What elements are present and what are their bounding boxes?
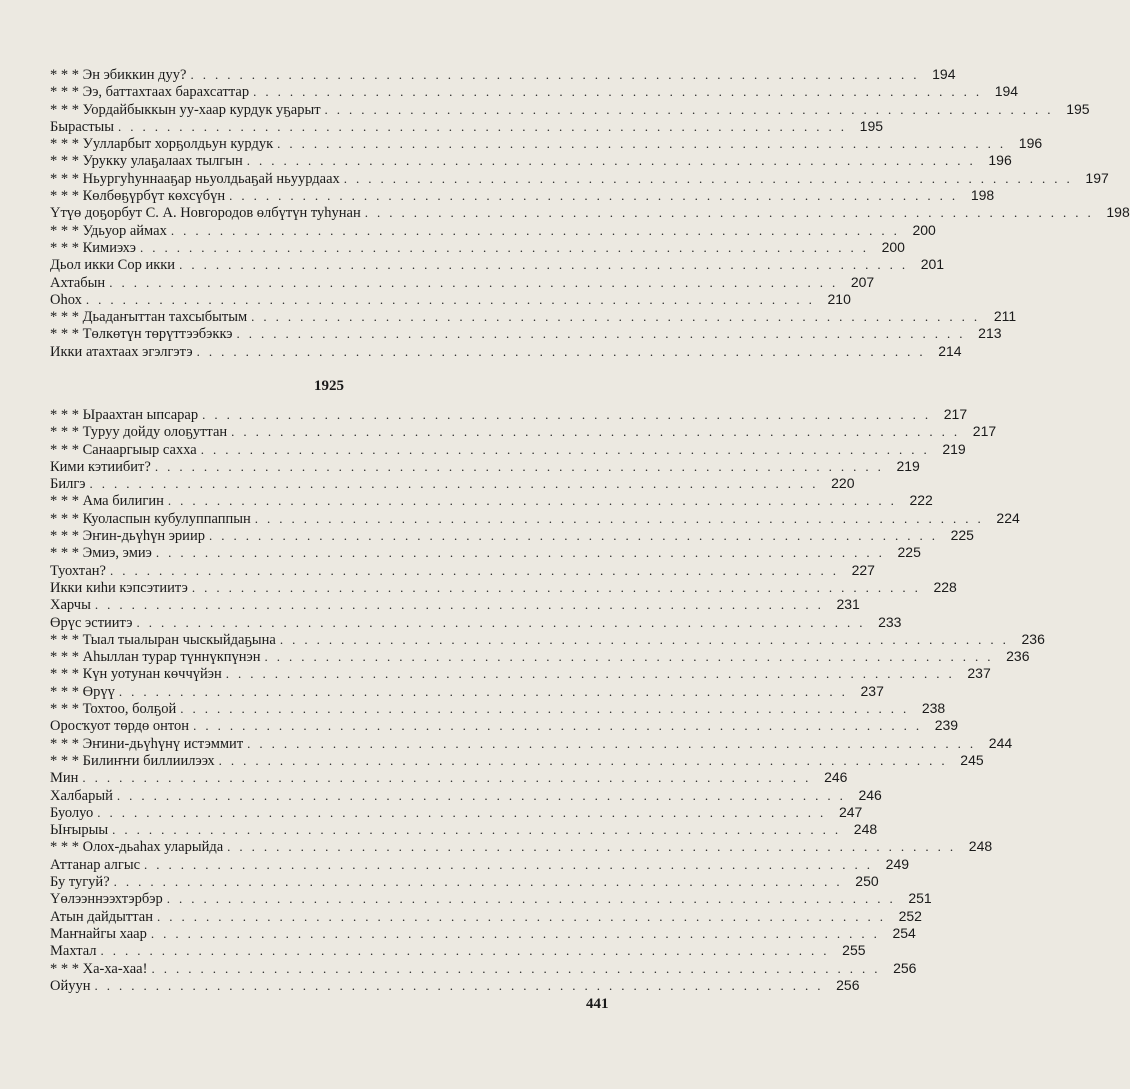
- toc-entry-title: * * * Көлбөҕүрбүт көхсүбүн: [50, 188, 226, 205]
- toc-entry-page: 195: [1066, 100, 1090, 117]
- toc-entry-page: 217: [943, 406, 968, 422]
- toc-entry-page: 219: [896, 457, 920, 474]
- toc-entry-title: * * * Куоласпын кубулуппаппын: [50, 510, 251, 527]
- toc-entry: [50, 821, 878, 839]
- dot-leader: ............................................................: [191, 579, 927, 595]
- dot-leader: ............................................................: [196, 343, 932, 359]
- toc-entry-page: 251: [908, 890, 932, 907]
- toc-entry-page: 195: [859, 117, 884, 134]
- dot-leader: ............................................................: [82, 770, 818, 786]
- toc-entry-title: * * * Урукку улаҕалаах тылгын: [50, 153, 243, 170]
- toc-entry: [50, 308, 1017, 326]
- toc-entry-title: Мин: [50, 770, 79, 787]
- toc-entry-title: * * * Уордайбыккын уу-хаар курдук уҕарыт: [50, 101, 321, 118]
- toc-entry: [50, 803, 863, 821]
- toc-entry: [50, 457, 920, 475]
- toc-entry: [50, 838, 993, 856]
- toc-entry: [50, 751, 984, 769]
- dot-leader: ............................................................: [94, 597, 830, 613]
- dot-leader: ............................................................: [247, 735, 983, 751]
- toc-entry-page: 220: [831, 475, 855, 492]
- toc-entry-page: 237: [967, 665, 991, 682]
- toc-entry: [50, 890, 932, 908]
- toc-entry: [50, 83, 1019, 101]
- toc-entry: [50, 290, 851, 308]
- toc-entry-title: Буолуо: [50, 804, 94, 821]
- dot-leader: ............................................................: [112, 822, 848, 838]
- toc-entry-page: 236: [1021, 630, 1045, 647]
- toc-entry: [50, 855, 910, 873]
- dot-leader: ............................................................: [118, 118, 854, 134]
- dot-leader: ............................................................: [139, 239, 875, 255]
- toc-entry-page: 227: [851, 561, 875, 578]
- toc-entry-page: 248: [968, 838, 993, 855]
- toc-entry: [50, 440, 966, 458]
- toc-entry-title: * * * Ньургуһуннааҕар ньуолдьаҕай ньуурдаах: [50, 170, 340, 187]
- toc-entry-title: * * * Өрүү: [50, 683, 115, 700]
- toc-entry: [50, 786, 882, 804]
- toc-entry-title: * * * Туруу дойду олоҕуттан: [50, 424, 228, 441]
- dot-leader: ............................................................: [202, 407, 938, 422]
- toc-entry-title: Ыҥырыы: [50, 822, 109, 839]
- toc-entry-page: 248: [853, 821, 878, 838]
- toc-entry: [50, 613, 902, 631]
- toc-entry: [50, 527, 974, 545]
- toc-section-1924: [50, 66, 1130, 360]
- dot-leader: ............................................................: [324, 101, 1060, 117]
- toc-entry-title: Халбарый: [50, 787, 113, 804]
- toc-entry: [50, 648, 1030, 666]
- toc-entry: [50, 256, 945, 274]
- toc-entry-title: Аттанар алгыс: [50, 856, 141, 873]
- toc-entry: [50, 907, 922, 925]
- toc-entry: [50, 273, 875, 291]
- toc-section-1925: [50, 406, 1045, 994]
- toc-entry: [50, 596, 860, 614]
- toc-entry: [50, 959, 917, 977]
- toc-entry-page: 198: [970, 187, 995, 204]
- toc-entry: [50, 204, 1130, 222]
- toc-entry-title: * * * Тохтоо, болҕой: [50, 701, 177, 718]
- toc-entry-title: * * * Олох-дьаһах уларыйда: [50, 839, 224, 856]
- dot-leader: ............................................................: [277, 136, 1013, 152]
- toc-entry-page: 246: [858, 786, 882, 803]
- toc-entry-title: * * * Ээ, баттахтаах барахсаттар: [50, 84, 250, 101]
- toc-entry: [50, 342, 962, 360]
- toc-entry: [50, 100, 1090, 118]
- toc-entry-title: Икки атахтаах эгэлгэтэ: [50, 343, 193, 360]
- toc-entry: [50, 873, 879, 891]
- toc-entry-title: * * * Төлкөтүн төрүттээбэккэ: [50, 326, 233, 343]
- dot-leader: ............................................................: [167, 493, 903, 509]
- dot-leader: ............................................................: [100, 943, 836, 959]
- dot-leader: ............................................................: [166, 891, 902, 907]
- dot-leader: ............................................................: [279, 631, 1015, 647]
- toc-entry: [50, 665, 991, 683]
- toc-entry-title: Харчы: [50, 597, 91, 614]
- toc-entry-page: 254: [892, 924, 916, 941]
- dot-leader: ............................................................: [229, 188, 965, 204]
- toc-entry: [50, 682, 884, 700]
- toc-entry-page: 239: [934, 717, 959, 734]
- toc-entry: [50, 325, 1002, 343]
- toc-entry: [50, 717, 959, 735]
- dot-leader: ............................................................: [89, 476, 825, 492]
- toc-entry-page: 256: [893, 959, 917, 976]
- dot-leader: ............................................................: [155, 545, 891, 561]
- toc-entry-page: 245: [960, 751, 984, 768]
- dot-leader: ............................................................: [116, 787, 852, 803]
- dot-leader: ............................................................: [144, 856, 880, 872]
- toc-entry: [50, 135, 1043, 153]
- toc-entry-page: 250: [855, 873, 879, 890]
- toc-entry-page: 200: [881, 238, 905, 255]
- toc-entry-title: Бырастыы: [50, 118, 115, 135]
- year-heading: 1925: [314, 378, 344, 394]
- toc-entry-page: 225: [897, 544, 921, 561]
- toc-entry-page: 224: [996, 509, 1020, 526]
- toc-entry-title: Кими кэтиибит?: [50, 458, 151, 475]
- dot-leader: ............................................................: [85, 291, 821, 307]
- toc-entry: [50, 66, 956, 83]
- dot-leader: ............................................................: [136, 614, 872, 630]
- toc-entry-page: 233: [878, 613, 902, 630]
- toc-entry: [50, 769, 848, 787]
- toc-entry: [50, 509, 1020, 527]
- toc-entry-title: * * * Эҥин-дьүһүн эриир: [50, 528, 205, 545]
- toc-entry-page: 196: [1018, 135, 1043, 152]
- toc-entry-page: 231: [836, 596, 860, 613]
- toc-entry: [50, 544, 921, 562]
- toc-entry-title: * * * Аһыллан турар түннүкпүнэн: [50, 649, 261, 666]
- toc-entry: [50, 117, 884, 135]
- dot-leader: ............................................................: [218, 752, 954, 768]
- toc-entry: [50, 152, 1012, 170]
- toc-entry-title: * * * Билиҥҥи биллиилээх: [50, 752, 215, 769]
- toc-entry-title: * * * Ама билигин: [50, 493, 164, 510]
- toc-entry-title: * * * Тыал тыалыран чыскыйдаҕына: [50, 631, 276, 648]
- dot-leader: ............................................................: [113, 874, 849, 890]
- toc-entry-title: * * * Күн уотунан көччүйэн: [50, 666, 222, 683]
- dot-leader: ............................................................: [254, 510, 990, 526]
- toc-entry-page: 198: [1106, 204, 1130, 221]
- toc-entry: [50, 169, 1109, 187]
- toc-entry-title: Атын дайдыттан: [50, 908, 153, 925]
- toc-entry-page: 197: [1085, 169, 1109, 186]
- dot-leader: ............................................................: [156, 908, 892, 924]
- toc-entry-page: 244: [988, 734, 1013, 751]
- dot-leader: ............................................................: [190, 67, 926, 82]
- toc-entry-page: 210: [827, 290, 851, 307]
- toc-entry-title: * * * Ыраахтан ыпсарар: [50, 407, 199, 423]
- toc-entry-title: * * * Кимиэхэ: [50, 239, 136, 256]
- toc-entry: [50, 734, 1013, 752]
- toc-entry-page: 201: [920, 256, 945, 273]
- dot-leader: ............................................................: [118, 683, 854, 699]
- toc-entry: [50, 221, 936, 239]
- toc-entry-title: Дьол икки Сор икки: [50, 257, 176, 274]
- toc-entry-title: Оһох: [50, 291, 82, 308]
- toc-entry: [50, 630, 1045, 648]
- toc-entry-title: Ойуун: [50, 977, 91, 994]
- toc-entry: [50, 942, 866, 960]
- toc-entry: [50, 475, 855, 493]
- toc-entry: [50, 578, 957, 596]
- toc-entry-page: 217: [972, 423, 997, 440]
- toc-entry-page: 219: [942, 440, 966, 457]
- toc-entry-title: * * * Эмиэ, эмиэ: [50, 545, 152, 562]
- toc-entry-page: 196: [988, 152, 1012, 169]
- dot-leader: ............................................................: [227, 839, 963, 855]
- toc-entry-title: Туохтан?: [50, 562, 106, 579]
- toc-entry: [50, 406, 968, 423]
- toc-entry-page: 249: [885, 855, 910, 872]
- toc-entry-title: Икки киһи кэпсэтиитэ: [50, 579, 188, 596]
- toc-entry-title: * * * Санааргыыр сахха: [50, 441, 197, 458]
- toc-entry-page: 213: [978, 325, 1002, 342]
- toc-entry-page: 237: [860, 682, 884, 699]
- toc-entry-title: Өрүс эстиитэ: [50, 614, 133, 631]
- toc-entry: [50, 561, 875, 579]
- toc-entry-page: 207: [850, 273, 875, 290]
- dot-leader: ............................................................: [225, 666, 961, 682]
- toc-entry-page: 252: [898, 907, 922, 924]
- toc-entry-title: * * * Эн эбиккин дуу?: [50, 67, 187, 83]
- toc-entry-page: 194: [994, 83, 1019, 100]
- dot-leader: ............................................................: [246, 153, 982, 169]
- toc-entry-title: Билгэ: [50, 476, 86, 493]
- toc-entry-title: Үтүө доҕорбут С. А. Новгородов өлбүтүн туһунан: [50, 205, 361, 222]
- toc-entry-page: 194: [932, 66, 956, 82]
- toc-entry-title: * * * Дьадаҥыттан тахсыбытым: [50, 309, 248, 326]
- toc-entry-page: 228: [933, 578, 957, 595]
- toc-entry-title: Оросҡуот төрдө онтон: [50, 718, 190, 735]
- dot-leader: ............................................................: [109, 274, 845, 290]
- toc-entry: [50, 187, 995, 205]
- toc-entry: [50, 700, 946, 718]
- dot-leader: ............................................................: [231, 424, 967, 440]
- toc-entry-title: * * * Ха-ха-хаа!: [50, 960, 148, 977]
- dot-leader: ............................................................: [200, 441, 936, 457]
- toc-entry-title: Бу тугуй?: [50, 874, 110, 891]
- dot-leader: ............................................................: [97, 804, 833, 820]
- toc-entry: [50, 924, 916, 942]
- toc-entry-page: 214: [938, 342, 962, 359]
- toc-entry-title: * * * Уулларбыт хорҕолдьун курдук: [50, 136, 274, 153]
- dot-leader: ............................................................: [154, 458, 890, 474]
- dot-leader: ............................................................: [150, 925, 886, 941]
- dot-leader: ............................................................: [151, 960, 887, 976]
- toc-entry-title: Махтал: [50, 943, 97, 960]
- dot-leader: ............................................................: [109, 562, 845, 578]
- dot-leader: ............................................................: [264, 649, 1000, 665]
- dot-leader: ............................................................: [179, 257, 915, 273]
- dot-leader: ............................................................: [343, 170, 1079, 186]
- toc-entry-title: * * * Удьуор аймах: [50, 222, 167, 239]
- toc-entry-page: 236: [1006, 648, 1030, 665]
- toc-entry: [50, 238, 905, 256]
- toc-entry-title: * * * Эҥини-дьүһүнү истэммит: [50, 735, 244, 752]
- dot-leader: ............................................................: [364, 205, 1100, 221]
- toc-entry: [50, 423, 997, 441]
- toc-entry-title: Ахтабын: [50, 274, 106, 291]
- toc-entry-page: 200: [912, 221, 936, 238]
- toc-entry-page: 225: [950, 527, 974, 544]
- toc-entry-page: 255: [842, 942, 866, 959]
- toc-entry-page: 211: [993, 308, 1017, 325]
- dot-leader: ............................................................: [208, 528, 944, 544]
- dot-leader: ............................................................: [253, 84, 989, 100]
- toc-entry-page: 256: [836, 976, 860, 993]
- toc-entry-page: 246: [824, 769, 848, 786]
- dot-leader: ............................................................: [193, 718, 929, 734]
- page-number: 441: [586, 996, 609, 1012]
- dot-leader: ............................................................: [251, 309, 987, 325]
- dot-leader: ............................................................: [170, 222, 906, 238]
- toc-entry: [50, 492, 933, 510]
- dot-leader: ............................................................: [236, 326, 972, 342]
- dot-leader: ............................................................: [94, 977, 830, 993]
- dot-leader: ............................................................: [180, 701, 916, 717]
- toc-entry-page: 238: [921, 700, 946, 717]
- toc-entry-title: Маҥнайгы хаар: [50, 925, 147, 942]
- toc-entry-title: Үөлээннээхтэрбэр: [50, 891, 163, 908]
- toc-entry-page: 222: [909, 492, 933, 509]
- toc-entry: [50, 976, 860, 994]
- toc-entry-page: 247: [838, 803, 863, 820]
